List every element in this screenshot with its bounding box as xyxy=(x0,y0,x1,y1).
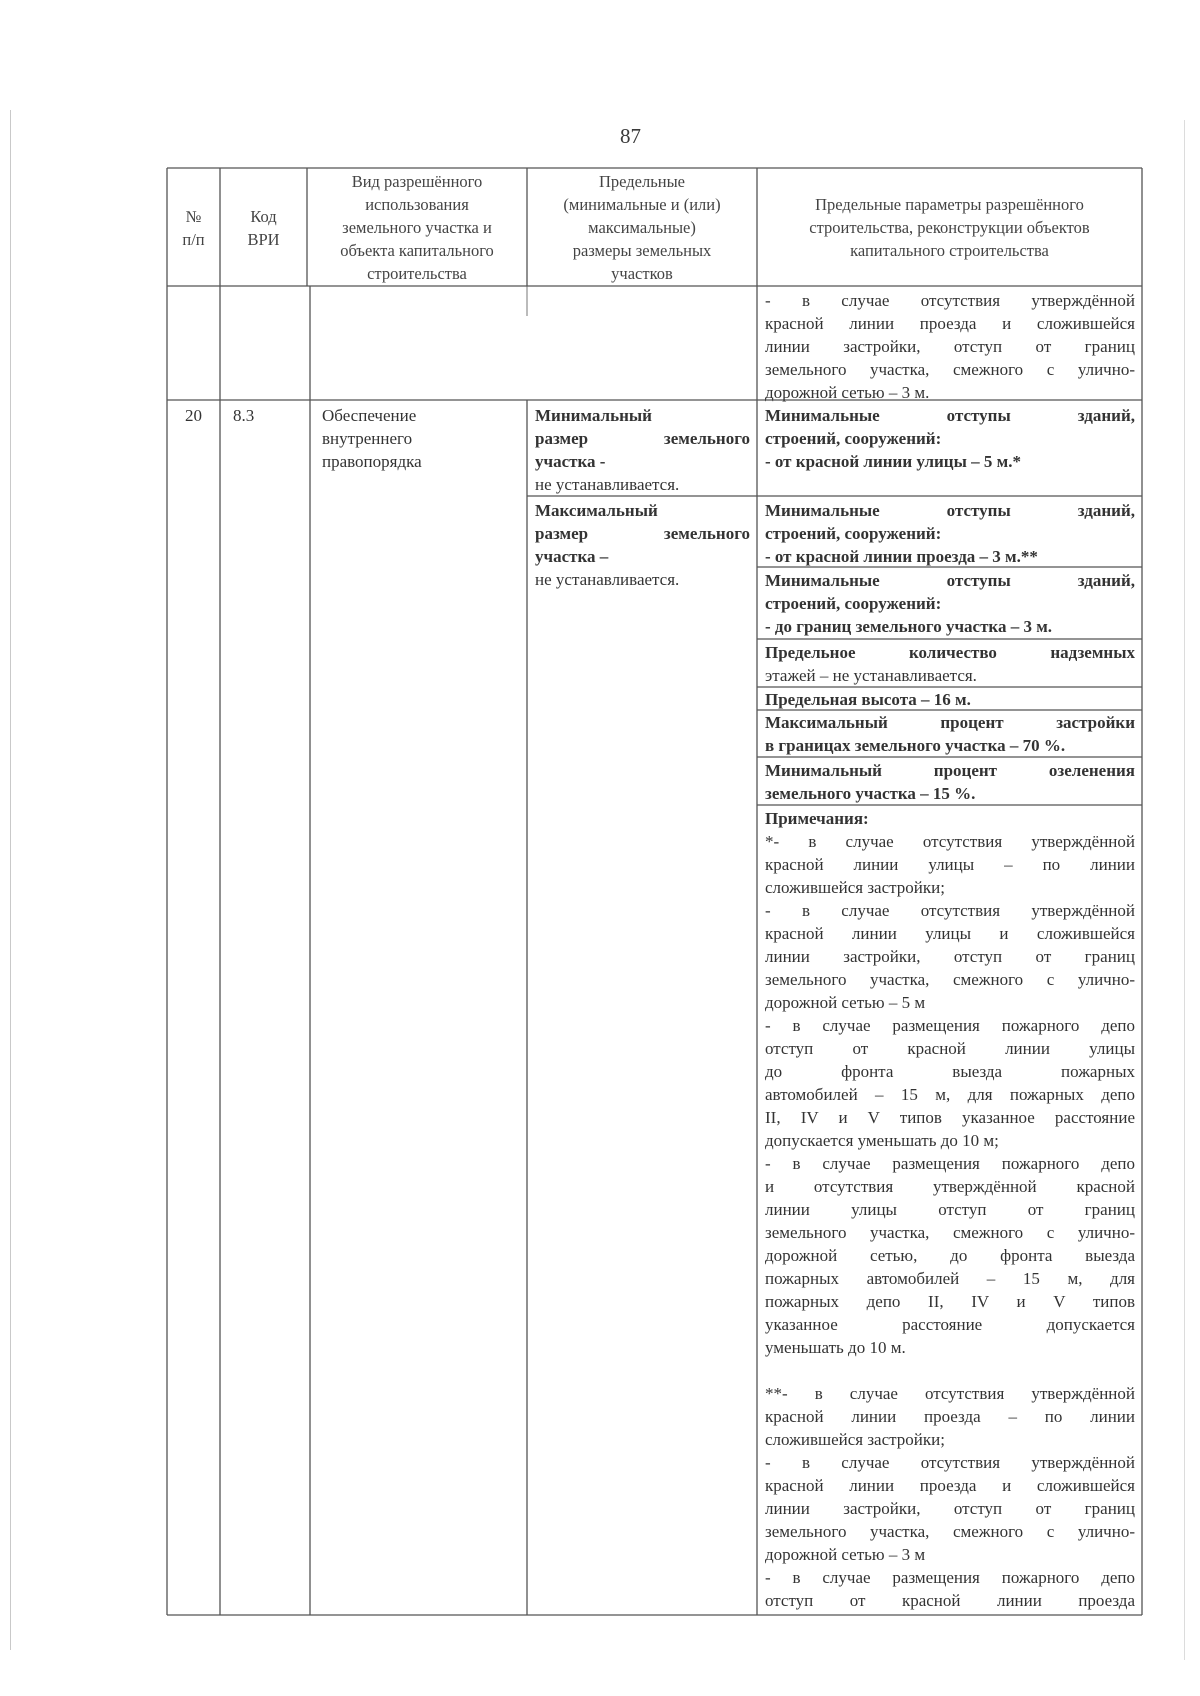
param-building-coverage: Максимальный процент застройки в границах земельного участка – 70 %. xyxy=(765,713,1135,755)
header-plot-sizes: Предельные (минимальные и (или) максимальные) размеры земельных участков xyxy=(563,172,721,283)
header-number: № п/п xyxy=(182,207,205,249)
header-parameters: Предельные параметры разрешённого строительства, реконструкции объектов капитального строительства xyxy=(809,195,1090,260)
page-number: 87 xyxy=(620,124,641,148)
min-plot-size: Минимальный размер земельного участка - не устанавливается. xyxy=(535,406,750,494)
header-use-kind: Вид разрешённого использования земельного участка и объекта капитального строительства xyxy=(340,172,494,283)
param-setback-street: Минимальные отступы зданий, строений, сооружений: - от красной линии улицы – 5 м.* xyxy=(765,406,1135,471)
header-code: Код ВРИ xyxy=(247,207,280,249)
param-floors: Предельное количество надземных этажей – не устанавливается. xyxy=(765,643,1135,685)
param-setback-boundary: Минимальные отступы зданий, строений, сооружений: - до границ земельного участка – 3 м. xyxy=(765,571,1135,636)
param-height: Предельная высота – 16 м. xyxy=(765,690,971,709)
notes-title: Примечания: xyxy=(765,809,869,828)
max-plot-size: Максимальный размер земельного участка – не устанавливается. xyxy=(535,501,750,589)
notes: Примечания: *- в случае отсутствия утверждённой красной линии улицы – по линии сложившейся застройки; - в случае отсутствия утверждённой красной линии улицы и сложившейся линии застройки, отступ от границ земельного участка, смежного с улично- дорожной сетью – 5 м - в случае размещения пожарного депо отступ от красной линии улицы до фронта выезда пожарных автомобилей – 15 м, для пожарных депо II, IV и V типов указанное расстояние допускается уменьшать до 10 м; - в случае размещения пожарного депо и отсутствия утверждённой красной линии улицы отступ от границ земельного участка, смежного с улично- дорожной сетью, до фронта выезда пожарных автомобилей – 15 м, для пожарных депо II, IV и V типов указанное расстояние допускается уменьшать до 10 м. **- в случае отсутствия утверждённой красной линии проезда – по линии сложившейся застройки; - в случае отсутствия утверждённой красной линии проезда и сложившейся линии застройки, отступ от границ земельного участка, смежного с улично- дорожной сетью – 3 м - в случае размещения пожарного депо отступ от красной линии проезда xyxy=(765,809,1135,1610)
param-setback-driveway: Минимальные отступы зданий, строений, сооружений: - от красной линии проезда – 3 м.** xyxy=(765,501,1135,566)
row-number: 20 xyxy=(185,406,202,425)
row-code: 8.3 xyxy=(233,406,255,425)
continued-params: - в случае отсутствия утверждённой красной линии проезда и сложившейся линии застройки, отступ от границ земельного участка, смежного с улично- дорожной сетью – 3 м. xyxy=(765,291,1135,402)
param-greening: Минимальный процент озеленения земельного участка – 15 %. xyxy=(765,761,1135,803)
row-use-kind: Обеспечение внутреннего правопорядка xyxy=(322,406,422,471)
